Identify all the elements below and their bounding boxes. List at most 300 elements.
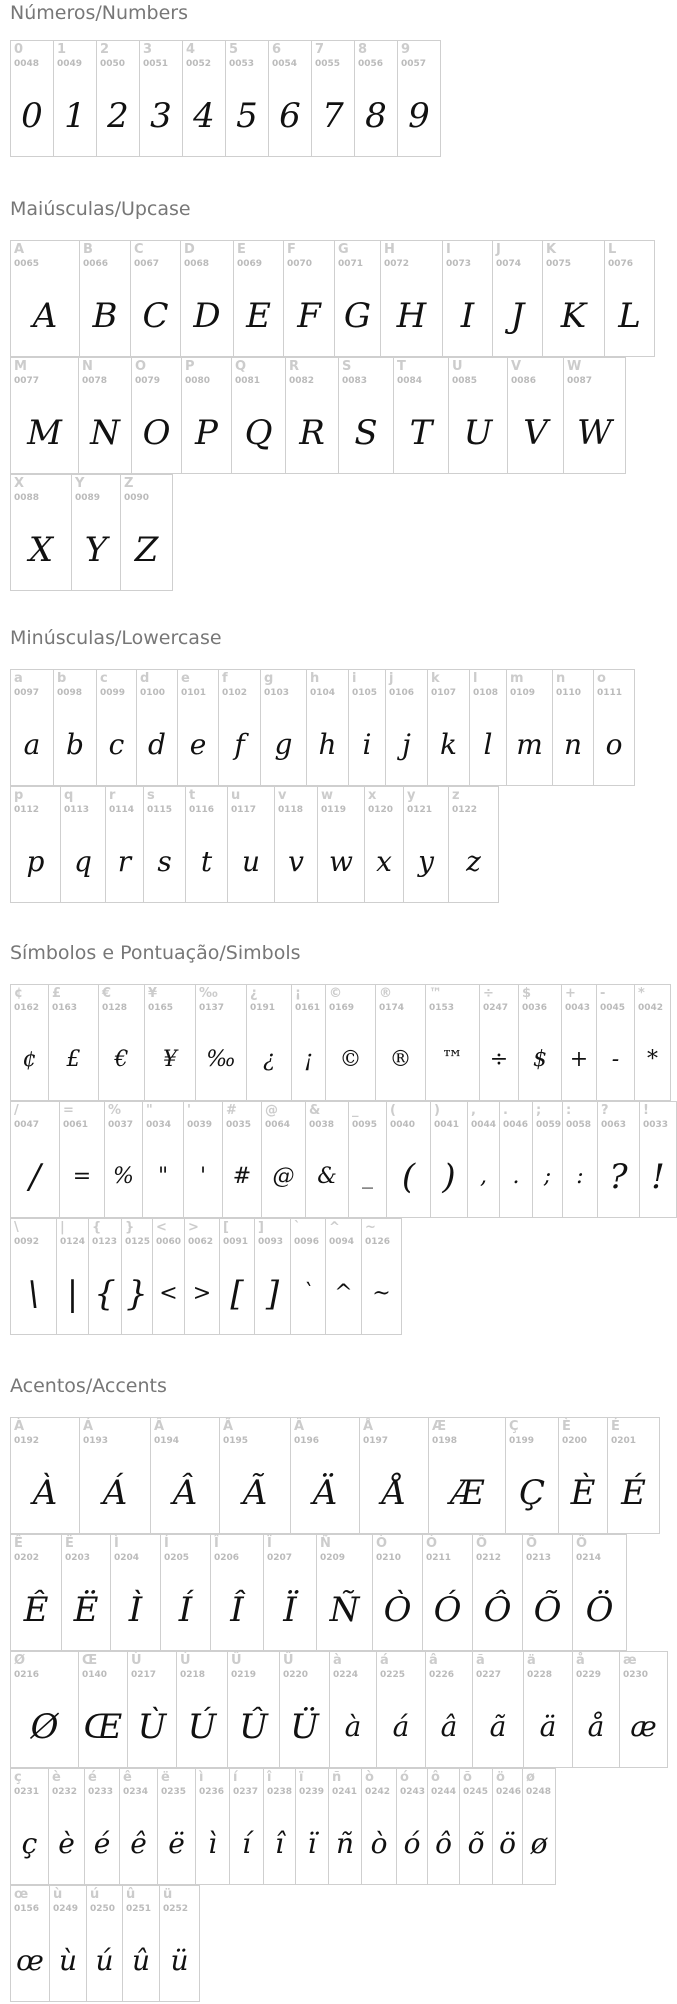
glyph-code-label: 0243 bbox=[400, 1787, 426, 1797]
glyph-code-label: 0077 bbox=[14, 376, 40, 386]
glyph-0090-cell bbox=[120, 474, 173, 591]
glyph-sample: e bbox=[189, 727, 207, 761]
glyph-grid bbox=[10, 669, 634, 903]
glyph-sample: ^ bbox=[334, 1280, 353, 1306]
glyph-code-label: 0079 bbox=[135, 376, 161, 386]
glyph-0045-cell bbox=[596, 984, 635, 1101]
glyph-char-label: B bbox=[83, 242, 93, 257]
glyph-code-label: 0055 bbox=[315, 59, 341, 69]
glyph-0120-cell bbox=[364, 786, 404, 903]
glyph-char-label: É bbox=[611, 1419, 620, 1434]
glyph-code-label: 0049 bbox=[57, 59, 83, 69]
glyph-sample: 1 bbox=[64, 95, 86, 136]
glyph-char-label: O bbox=[135, 359, 147, 374]
glyph-code-label: 0140 bbox=[82, 1670, 108, 1680]
glyph-sample: < bbox=[159, 1280, 178, 1306]
glyph-sample: & bbox=[317, 1163, 337, 1189]
glyph-char-label: i bbox=[352, 671, 357, 686]
glyph-sample: d bbox=[148, 727, 166, 761]
glyph-char-label: ¡ bbox=[295, 986, 301, 1001]
glyph-0119-cell bbox=[317, 786, 365, 903]
glyph-char-label: Î bbox=[214, 1536, 219, 1551]
glyph-char-label: _ bbox=[352, 1103, 359, 1118]
glyph-code-label: 0105 bbox=[352, 688, 378, 698]
glyph-char-label: 6 bbox=[272, 42, 282, 57]
glyph-code-label: 0233 bbox=[88, 1787, 114, 1797]
glyph-0059-cell bbox=[532, 1101, 563, 1218]
glyph-sample: ¡ bbox=[304, 1046, 313, 1072]
glyph-sample: # bbox=[232, 1163, 252, 1189]
glyph-char-label: ~ bbox=[365, 1220, 376, 1235]
glyph-char-label: g bbox=[264, 671, 274, 686]
glyph-char-label: k bbox=[431, 671, 440, 686]
glyph-sample: Ô bbox=[483, 1589, 512, 1630]
glyph-0228-cell bbox=[523, 1651, 573, 1768]
glyph-0247-cell bbox=[479, 984, 519, 1101]
glyph-code-label: 0121 bbox=[407, 805, 433, 815]
glyph-char-label: [ bbox=[223, 1220, 229, 1235]
glyph-code-label: 0106 bbox=[389, 688, 415, 698]
glyph-sample: 8 bbox=[365, 95, 387, 136]
glyph-code-label: 0228 bbox=[527, 1670, 553, 1680]
glyph-code-label: 0126 bbox=[365, 1237, 391, 1247]
glyph-0067-cell bbox=[130, 240, 181, 357]
glyph-0052-cell bbox=[182, 40, 226, 157]
glyph-sample: 0 bbox=[21, 95, 43, 136]
glyph-sample: m bbox=[516, 727, 543, 761]
glyph-sample: C bbox=[142, 295, 169, 336]
glyph-code-label: 0045 bbox=[600, 1003, 626, 1013]
glyph-sample: ë bbox=[168, 1826, 185, 1860]
glyph-char-label: ® bbox=[379, 986, 392, 1001]
glyph-code-label: 0211 bbox=[426, 1553, 452, 1563]
glyph-char-label: c bbox=[100, 671, 108, 686]
glyph-0201-cell bbox=[607, 1417, 660, 1534]
glyph-code-label: 0231 bbox=[14, 1787, 40, 1797]
glyph-code-label: 0174 bbox=[379, 1003, 405, 1013]
glyph-row bbox=[10, 786, 634, 903]
glyph-0203-cell bbox=[61, 1534, 111, 1651]
glyph-char-label: ¢ bbox=[14, 986, 24, 1001]
glyph-sample: ï bbox=[307, 1826, 317, 1860]
glyph-code-label: 0203 bbox=[65, 1553, 91, 1563]
glyph-code-label: 0156 bbox=[14, 1904, 40, 1914]
glyph-sample: O bbox=[142, 412, 171, 453]
glyph-0198-cell bbox=[428, 1417, 506, 1534]
glyph-0212-cell bbox=[472, 1534, 523, 1651]
glyph-char-label: > bbox=[188, 1220, 199, 1235]
glyph-char-label: e bbox=[181, 671, 190, 686]
glyph-sample: Û bbox=[239, 1706, 268, 1747]
glyph-0036-cell bbox=[518, 984, 562, 1101]
glyph-0073-cell bbox=[442, 240, 493, 357]
glyph-sample: Ù bbox=[137, 1706, 167, 1747]
glyph-sample: ÷ bbox=[489, 1046, 509, 1072]
glyph-0111-cell bbox=[593, 669, 635, 786]
glyph-char-label: 2 bbox=[100, 42, 110, 57]
glyph-code-label: 0230 bbox=[623, 1670, 649, 1680]
glyph-char-label: Å bbox=[363, 1419, 374, 1434]
glyph-code-label: 0229 bbox=[576, 1670, 602, 1680]
glyph-0196-cell bbox=[290, 1417, 360, 1534]
glyph-char-label: M bbox=[14, 359, 27, 374]
glyph-0227-cell bbox=[472, 1651, 524, 1768]
glyph-char-label: â bbox=[429, 1653, 438, 1668]
glyph-char-label: á bbox=[380, 1653, 389, 1668]
glyph-sample: S bbox=[354, 412, 378, 453]
glyph-0042-cell bbox=[634, 984, 671, 1101]
glyph-0211-cell bbox=[422, 1534, 473, 1651]
glyph-char-label: q bbox=[64, 788, 74, 803]
glyph-0075-cell bbox=[542, 240, 605, 357]
glyph-code-label: 0100 bbox=[140, 688, 166, 698]
glyph-code-label: 0102 bbox=[222, 688, 248, 698]
glyph-sample: q bbox=[74, 844, 92, 878]
glyph-0200-cell bbox=[558, 1417, 608, 1534]
glyph-sample: 7 bbox=[322, 95, 344, 136]
glyph-char-label: G bbox=[338, 242, 349, 257]
glyph-row bbox=[10, 984, 676, 1101]
glyph-char-label: f bbox=[222, 671, 228, 686]
glyph-char-label: ä bbox=[527, 1653, 536, 1668]
glyph-char-label: { bbox=[92, 1220, 102, 1235]
glyph-code-label: 0195 bbox=[223, 1436, 249, 1446]
glyph-sample: œ bbox=[16, 1943, 44, 1977]
glyph-code-label: 0209 bbox=[320, 1553, 346, 1563]
section-title: Maiúsculas/Upcase bbox=[10, 198, 191, 220]
glyph-0098-cell bbox=[53, 669, 97, 786]
glyph-sample: 6 bbox=[279, 95, 301, 136]
glyph-char-label: P bbox=[185, 359, 195, 374]
glyph-char-label: ì bbox=[199, 1770, 204, 1785]
glyph-0209-cell bbox=[316, 1534, 373, 1651]
glyph-sample: s bbox=[157, 844, 172, 878]
glyph-char-label: Q bbox=[235, 359, 247, 374]
glyph-code-label: 0137 bbox=[199, 1003, 225, 1013]
glyph-char-label: * bbox=[638, 986, 645, 1001]
glyph-sample: $ bbox=[533, 1046, 547, 1072]
glyph-0125-cell bbox=[121, 1218, 153, 1335]
glyph-sample: Ò bbox=[383, 1589, 412, 1630]
glyph-sample: î bbox=[275, 1826, 284, 1860]
glyph-code-label: 0050 bbox=[100, 59, 126, 69]
glyph-row bbox=[10, 1768, 667, 1885]
glyph-sample: À bbox=[32, 1472, 58, 1513]
glyph-char-label: ó bbox=[400, 1770, 409, 1785]
glyph-code-label: 0042 bbox=[638, 1003, 664, 1013]
glyph-char-label: d bbox=[140, 671, 150, 686]
glyph-char-label: Û bbox=[231, 1653, 242, 1668]
glyph-0113-cell bbox=[60, 786, 106, 903]
glyph-char-label: # bbox=[226, 1103, 237, 1118]
glyph-0095-cell bbox=[348, 1101, 387, 1218]
glyph-char-label: y bbox=[407, 788, 416, 803]
glyph-0242-cell bbox=[361, 1768, 397, 1885]
glyph-code-label: 0076 bbox=[608, 259, 634, 269]
glyph-code-label: 0165 bbox=[148, 1003, 174, 1013]
glyph-sample: é bbox=[93, 1826, 111, 1860]
glyph-grid bbox=[10, 240, 654, 591]
glyph-0064-cell bbox=[261, 1101, 306, 1218]
glyph-char-label: Ó bbox=[426, 1536, 438, 1551]
glyph-0041-cell bbox=[430, 1101, 468, 1218]
glyph-0219-cell bbox=[227, 1651, 280, 1768]
glyph-0226-cell bbox=[425, 1651, 473, 1768]
glyph-char-label: ê bbox=[123, 1770, 132, 1785]
glyph-char-label: ‰ bbox=[199, 986, 218, 1001]
glyph-char-label: $ bbox=[522, 986, 532, 1001]
glyph-char-label: \ bbox=[14, 1220, 19, 1235]
glyph-code-label: 0219 bbox=[231, 1670, 257, 1680]
glyph-code-label: 0232 bbox=[52, 1787, 78, 1797]
glyph-0244-cell bbox=[427, 1768, 460, 1885]
glyph-code-label: 0246 bbox=[496, 1787, 522, 1797]
glyph-0237-cell bbox=[229, 1768, 264, 1885]
glyph-sample: £ bbox=[66, 1046, 81, 1072]
glyph-sample: Ö bbox=[585, 1589, 614, 1630]
glyph-sample: ‰ bbox=[206, 1046, 236, 1072]
glyph-char-label: ? bbox=[601, 1103, 609, 1118]
glyph-sample: Ü bbox=[290, 1706, 319, 1747]
glyph-sample: + bbox=[569, 1046, 589, 1072]
glyph-code-label: 0059 bbox=[536, 1120, 562, 1130]
glyph-0049-cell bbox=[53, 40, 97, 157]
glyph-0122-cell bbox=[448, 786, 499, 903]
glyph-char-label: 4 bbox=[186, 42, 196, 57]
glyph-0213-cell bbox=[522, 1534, 573, 1651]
glyph-code-label: 0114 bbox=[109, 805, 135, 815]
glyph-0069-cell bbox=[233, 240, 284, 357]
glyph-sample: v bbox=[288, 844, 304, 878]
glyph-char-label: Ì bbox=[114, 1536, 119, 1551]
glyph-0225-cell bbox=[376, 1651, 426, 1768]
glyph-char-label: v bbox=[278, 788, 287, 803]
glyph-sample: Ì bbox=[128, 1589, 143, 1630]
glyph-char-label: Â bbox=[154, 1419, 165, 1434]
glyph-char-label: ü bbox=[163, 1887, 173, 1902]
glyph-0121-cell bbox=[403, 786, 449, 903]
glyph-code-label: 0098 bbox=[57, 688, 83, 698]
glyph-code-label: 0241 bbox=[332, 1787, 358, 1797]
glyph-sample: [ bbox=[230, 1273, 244, 1314]
glyph-code-label: 0038 bbox=[309, 1120, 335, 1130]
glyph-code-label: 0040 bbox=[390, 1120, 416, 1130]
section-2 bbox=[10, 625, 623, 878]
glyph-char-label: ^ bbox=[329, 1220, 340, 1235]
glyph-code-label: 0096 bbox=[294, 1237, 320, 1247]
glyph-char-label: æ bbox=[623, 1653, 637, 1668]
glyph-sample: = bbox=[72, 1163, 92, 1189]
glyph-sample: ® bbox=[389, 1046, 412, 1072]
glyph-sample: Î bbox=[230, 1589, 244, 1630]
glyph-sample: Ë bbox=[73, 1589, 99, 1630]
glyph-0092-cell bbox=[10, 1218, 57, 1335]
glyph-char-label: û bbox=[126, 1887, 136, 1902]
glyph-code-label: 0039 bbox=[187, 1120, 213, 1130]
glyph-code-label: 0066 bbox=[83, 259, 109, 269]
glyph-code-label: 0087 bbox=[567, 376, 593, 386]
glyph-sample: \ bbox=[27, 1273, 40, 1314]
glyph-0126-cell bbox=[361, 1218, 402, 1335]
glyph-0100-cell bbox=[136, 669, 178, 786]
glyph-sample: ( bbox=[401, 1156, 416, 1197]
glyph-code-label: 0035 bbox=[226, 1120, 252, 1130]
glyph-0080-cell bbox=[181, 357, 232, 474]
glyph-sample: g bbox=[274, 727, 293, 761]
glyph-char-label: / bbox=[14, 1103, 19, 1118]
glyph-sample: X bbox=[28, 529, 54, 570]
glyph-sample: % bbox=[113, 1163, 134, 1189]
glyph-0124-cell bbox=[56, 1218, 89, 1335]
glyph-sample: â bbox=[440, 1709, 458, 1743]
glyph-char-label: 1 bbox=[57, 42, 67, 57]
section-0 bbox=[10, 0, 430, 136]
glyph-code-label: 0085 bbox=[452, 376, 478, 386]
glyph-0192-cell bbox=[10, 1417, 80, 1534]
glyph-char-label: Ä bbox=[294, 1419, 305, 1434]
glyph-row bbox=[10, 1101, 676, 1218]
glyph-char-label: Æ bbox=[432, 1419, 447, 1434]
glyph-code-label: 0198 bbox=[432, 1436, 458, 1446]
glyph-char-label: < bbox=[156, 1220, 167, 1235]
glyph-code-label: 0122 bbox=[452, 805, 478, 815]
glyph-code-label: 0065 bbox=[14, 259, 40, 269]
glyph-code-label: 0248 bbox=[526, 1787, 552, 1797]
glyph-sample: u bbox=[241, 844, 261, 878]
glyph-0071-cell bbox=[334, 240, 381, 357]
glyph-0252-cell bbox=[159, 1885, 200, 2002]
glyph-sample: æ bbox=[630, 1709, 657, 1743]
glyph-sample: y bbox=[418, 844, 434, 878]
glyph-code-label: 0101 bbox=[181, 688, 207, 698]
glyph-sample: Í bbox=[178, 1589, 193, 1630]
glyph-char-label: m bbox=[510, 671, 524, 686]
glyph-row bbox=[10, 1651, 667, 1768]
glyph-code-label: 0200 bbox=[562, 1436, 588, 1446]
glyph-code-label: 0072 bbox=[384, 259, 410, 269]
glyph-0084-cell bbox=[393, 357, 449, 474]
glyph-sample: ; bbox=[543, 1163, 552, 1189]
glyph-char-label: @ bbox=[265, 1103, 278, 1118]
glyph-0243-cell bbox=[396, 1768, 428, 1885]
glyph-0202-cell bbox=[10, 1534, 62, 1651]
glyph-char-label: a bbox=[14, 671, 23, 686]
glyph-sample: ! bbox=[651, 1156, 665, 1197]
glyph-0217-cell bbox=[127, 1651, 177, 1768]
glyph-char-label: ï bbox=[299, 1770, 304, 1785]
glyph-sample: f bbox=[234, 727, 245, 761]
section-3 bbox=[10, 940, 669, 1314]
glyph-0106-cell bbox=[385, 669, 428, 786]
glyph-code-label: 0086 bbox=[511, 376, 537, 386]
glyph-0234-cell bbox=[119, 1768, 158, 1885]
glyph-sample: Æ bbox=[449, 1472, 485, 1513]
glyph-0061-cell bbox=[59, 1101, 105, 1218]
glyph-0072-cell bbox=[380, 240, 443, 357]
glyph-code-label: 0163 bbox=[52, 1003, 78, 1013]
glyph-char-label: H bbox=[384, 242, 395, 257]
glyph-sample: 9 bbox=[408, 95, 430, 136]
glyph-code-label: 0061 bbox=[63, 1120, 89, 1130]
glyph-sample: ` bbox=[302, 1280, 314, 1306]
glyph-sample: ? bbox=[609, 1156, 628, 1197]
glyph-code-label: 0242 bbox=[365, 1787, 391, 1797]
glyph-char-label: ë bbox=[161, 1770, 170, 1785]
glyph-char-label: Õ bbox=[526, 1536, 538, 1551]
glyph-0235-cell bbox=[157, 1768, 196, 1885]
glyph-sample: Õ bbox=[533, 1589, 562, 1630]
glyph-char-label: ) bbox=[434, 1103, 440, 1118]
glyph-sample: ç bbox=[21, 1826, 38, 1860]
glyph-char-label: å bbox=[576, 1653, 585, 1668]
glyph-code-label: 0109 bbox=[510, 688, 536, 698]
glyph-sample: Â bbox=[172, 1472, 198, 1513]
glyph-code-label: 0093 bbox=[258, 1237, 284, 1247]
glyph-char-label: 3 bbox=[143, 42, 153, 57]
glyph-0128-cell bbox=[98, 984, 145, 1101]
glyph-char-label: Ò bbox=[376, 1536, 388, 1551]
glyph-sample: Ñ bbox=[329, 1589, 360, 1630]
glyph-code-label: 0058 bbox=[566, 1120, 592, 1130]
glyph-char-label: ' bbox=[187, 1103, 191, 1118]
glyph-code-label: 0115 bbox=[147, 805, 173, 815]
glyph-0087-cell bbox=[563, 357, 626, 474]
glyph-sample: N bbox=[90, 412, 120, 453]
glyph-char-label: Œ bbox=[82, 1653, 98, 1668]
glyph-code-label: 0062 bbox=[188, 1237, 214, 1247]
glyph-char-label: b bbox=[57, 671, 67, 686]
glyph-code-label: 0192 bbox=[14, 1436, 40, 1446]
glyph-code-label: 0204 bbox=[114, 1553, 140, 1563]
glyph-sample: U bbox=[463, 412, 493, 453]
glyph-char-label: í bbox=[233, 1770, 238, 1785]
glyph-char-label: õ bbox=[463, 1770, 472, 1785]
glyph-code-label: 0089 bbox=[75, 493, 101, 503]
glyph-0236-cell bbox=[195, 1768, 230, 1885]
glyph-sample: Y bbox=[84, 529, 108, 570]
glyph-0194-cell bbox=[150, 1417, 220, 1534]
glyph-sample: F bbox=[297, 295, 321, 336]
glyph-char-label: è bbox=[52, 1770, 61, 1785]
glyph-char-label: R bbox=[289, 359, 300, 374]
glyph-char-label: £ bbox=[52, 986, 62, 1001]
glyph-code-label: 0044 bbox=[471, 1120, 497, 1130]
glyph-sample: . bbox=[512, 1163, 520, 1189]
glyph-code-label: 0213 bbox=[526, 1553, 552, 1563]
glyph-code-label: 0097 bbox=[14, 688, 40, 698]
glyph-0037-cell bbox=[104, 1101, 143, 1218]
glyph-code-label: 0060 bbox=[156, 1237, 182, 1247]
glyph-grid bbox=[10, 40, 440, 157]
glyph-char-label: o bbox=[597, 671, 606, 686]
glyph-code-label: 0247 bbox=[483, 1003, 509, 1013]
glyph-sample: } bbox=[126, 1273, 148, 1314]
glyph-char-label: Í bbox=[164, 1536, 169, 1551]
glyph-char-label: ` bbox=[294, 1220, 301, 1235]
glyph-char-label: ã bbox=[476, 1653, 485, 1668]
glyph-code-label: 0099 bbox=[100, 688, 126, 698]
glyph-sample: o bbox=[605, 727, 623, 761]
glyph-sample: ì bbox=[208, 1826, 217, 1860]
glyph-0060-cell bbox=[152, 1218, 185, 1335]
glyph-0094-cell bbox=[325, 1218, 362, 1335]
glyph-0230-cell bbox=[619, 1651, 668, 1768]
glyph-code-label: 0043 bbox=[565, 1003, 591, 1013]
glyph-sample: Ø bbox=[30, 1706, 59, 1747]
glyph-code-label: 0234 bbox=[123, 1787, 149, 1797]
glyph-0224-cell bbox=[329, 1651, 377, 1768]
glyph-0232-cell bbox=[48, 1768, 85, 1885]
